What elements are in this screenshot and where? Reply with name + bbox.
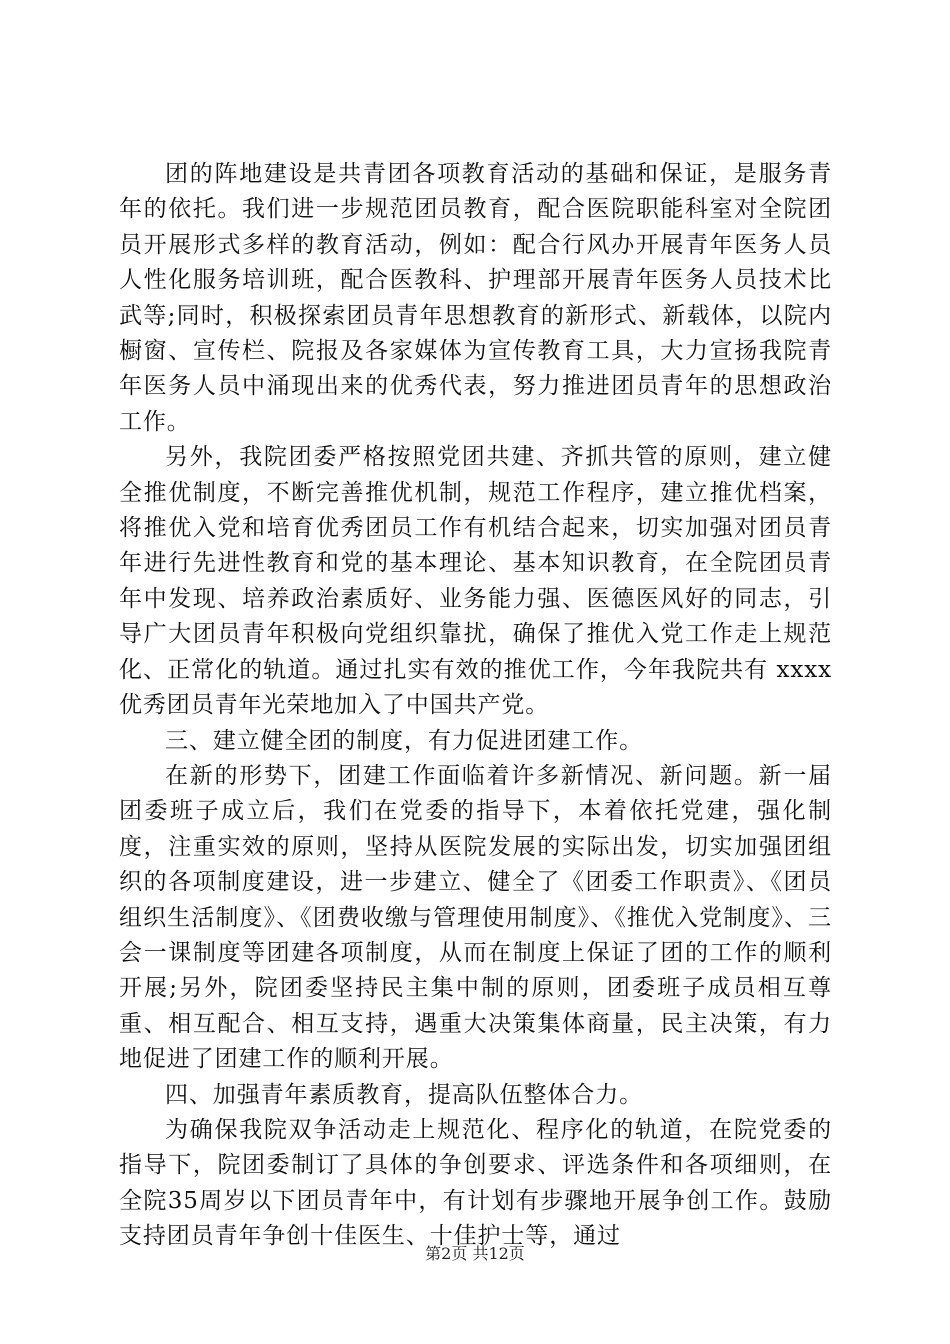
- section-heading: 四、加强青年素质教育，提高队伍整体合力。: [165, 1081, 643, 1108]
- paragraph: 为确保我院双争活动走上规范化、程序化的轨道，在院党委的指导下，院团委制订了具体的争创要求、评选条件和各项细则，在全院35周岁以下团员青年中，有计划有步骤地开展争创工作。鼓励支持团员青年争创十佳医生、十佳护士等，通过: [119, 1116, 832, 1250]
- paragraph: 在新的形势下，团建工作面临着许多新情况、新问题。新一届团委班子成立后，我们在党委的指导下，本着依托党建，强化制度，注重实效的原则，坚持从医院发展的实际出发，切实加强团组织的各项制度建设，进一步建立、健全了《团委工作职责》、《团员组织生活制度》、《团费收缴与管理使用制度》、《推优入党制度》、三会一课制度等团建各项制度，从而在制度上保证了团的工作的顺利开展;另外，院团委坚持民主集中制的原则，团委班子成员相互尊重、相互配合、相互支持，遇重大决策集体商量，民主决策，有力地促进了团建工作的顺利开展。: [119, 762, 832, 1073]
- paragraph: 另外，我院团委严格按照党团共建、齐抓共管的原则，建立健全推优制度，不断完善推优机制，规范工作程序，建立推优档案，将推优入党和培育优秀团员工作有机结合起来，切实加强对团员青年进行先进性教育和党的基本理论、基本知识教育，在全院团员青年中发现、培养政治素质好、业务能力强、医德医风好的同志，引导广大团员青年积极向党组织靠扰，确保了推优入党工作走上规范化、正常化的轨道。通过扎实有效的推优工作，今年我院共有 xxxx 优秀团员青年光荣地加入了中国共产党。: [119, 444, 832, 719]
- page-number-footer: 第2页 共12页: [425, 1244, 525, 1263]
- document-body: [119, 157, 832, 1255]
- paragraph: 团的阵地建设是共青团各项教育活动的基础和保证，是服务青年的依托。我们进一步规范团员教育，配合医院职能科室对全院团员开展形式多样的教育活动，例如：配合行风办开展青年医务人员人性化服务培训班，配合医教科、护理部开展青年医务人员技术比武等;同时，积极探索团员青年思想教育的新形式、新载体，以院内橱窗、宣传栏、院报及各家媒体为宣传教育工具，大力宣扬我院青年医务人员中涌现出来的优秀代表，努力推进团员青年的思想政治工作。: [119, 161, 832, 435]
- section-heading: 三、建立健全团的制度，有力促进团建工作。: [165, 727, 643, 754]
